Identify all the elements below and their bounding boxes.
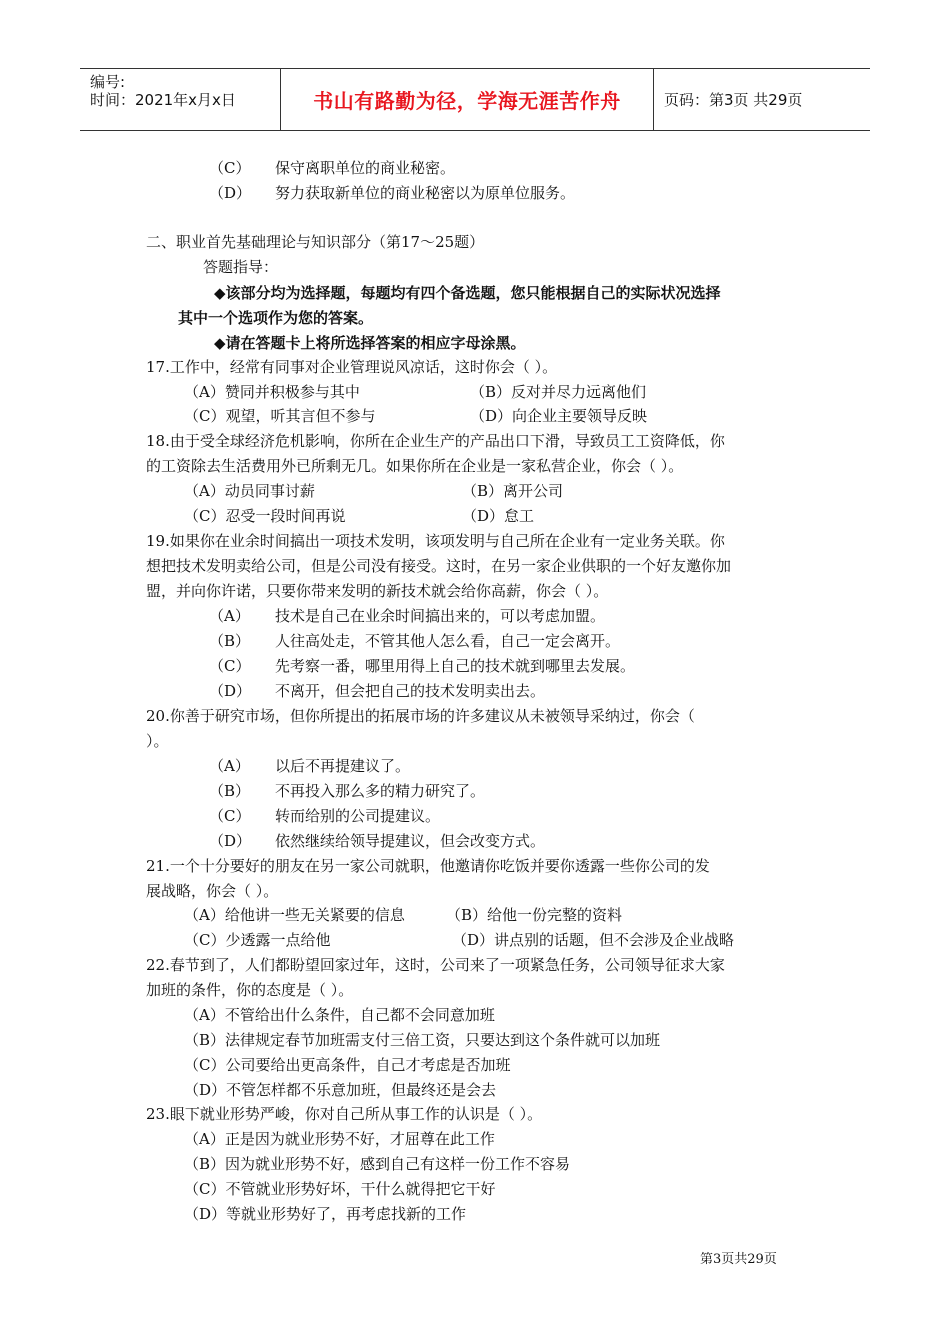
option-text: （C）观望，听其言但不参与 xyxy=(184,407,376,425)
option-text: （D）怠工 xyxy=(462,507,535,525)
page-label: 页码：第3页 共29页 xyxy=(664,91,803,109)
option-label: （D） xyxy=(209,832,252,850)
option-line: （C）公司要给出更高条件，自己才考虑是否加班 xyxy=(184,1056,511,1074)
option-text: 人往高处走，不管其他人怎么看，自己一定会离开。 xyxy=(275,632,621,650)
option-text: （C）少透露一点给他 xyxy=(184,931,331,949)
number-label: 编号: xyxy=(90,73,126,91)
option-line: （B）法律规定春节加班需支付三倍工资，只要达到这个条件就可以加班 xyxy=(184,1031,661,1049)
option-line: （A）正是因为就业形势不好，才屈尊在此工作 xyxy=(184,1130,495,1148)
option-label: （C） xyxy=(209,159,251,177)
question-text: 加班的条件，你的态度是（ ）。 xyxy=(146,981,354,999)
option-text: （C）忍受一段时间再说 xyxy=(184,507,346,525)
option-pair xyxy=(184,382,647,402)
option-label: （B） xyxy=(209,782,251,800)
question-text: 23.眼下就业形势严峻，你对自己所从事工作的认识是（ ）。 xyxy=(146,1105,543,1123)
option-line xyxy=(209,681,545,701)
section-heading: 二、职业首先基础理论与知识部分（第17～25题） xyxy=(146,233,485,251)
header-left-cell xyxy=(80,69,281,130)
option-label: （A） xyxy=(209,757,250,775)
option-text: （A）赞同并积极参与其中 xyxy=(184,383,360,401)
time-label: 时间：2021年x月x日 xyxy=(90,91,236,109)
option-text: （D）讲点别的话题，但不会涉及企业战略 xyxy=(452,931,735,949)
option-text: 努力获取新单位的商业秘密以为原单位服务。 xyxy=(275,184,576,202)
motto: 书山有路勤为径，学海无涯苦作舟 xyxy=(313,89,621,113)
option-line: （D）不管怎样都不乐意加班，但最终还是会去 xyxy=(184,1081,497,1099)
question-text: 盟，并向你许诺，只要你带来发明的新技术就会给你高薪，你会（ ）。 xyxy=(146,582,609,600)
option-text: 先考察一番，哪里用得上自己的技术就到哪里去发展。 xyxy=(275,657,636,675)
instruction-line: 其中一个选项作为您的答案。 xyxy=(178,309,374,327)
option-label: （D） xyxy=(209,184,252,202)
option-text: 保守离职单位的商业秘密。 xyxy=(275,159,456,177)
option-line xyxy=(209,656,635,676)
option-text: （A）给他讲一些无关紧要的信息 xyxy=(184,906,405,924)
option-pair xyxy=(184,930,735,950)
question-text: 展战略，你会（ ）。 xyxy=(146,882,279,900)
option-line: （A）不管给出什么条件，自己都不会同意加班 xyxy=(184,1006,495,1024)
option-pair xyxy=(184,905,623,925)
question-text: 21.一个十分要好的朋友在另一家公司就职，他邀请你吃饭并要你透露一些你公司的发 xyxy=(146,857,710,875)
header-right-cell xyxy=(654,69,870,130)
question-text: 17.工作中，经常有同事对企业管理说风凉话，这时你会（ ）。 xyxy=(146,358,558,376)
option-pair xyxy=(184,481,564,501)
option-text: （B）给他一份完整的资料 xyxy=(446,906,623,924)
option-text: （B）反对并尽力远离他们 xyxy=(470,383,647,401)
question-text: 22.春节到了，人们都盼望回家过年，这时，公司来了一项紧急任务，公司领导征求大家 xyxy=(146,956,725,974)
option-pair xyxy=(184,506,535,526)
instruction-line: ◆该部分均为选择题，每题均有四个备选题，您只能根据自己的实际状况选择 xyxy=(214,284,721,302)
option-text: 不再投入那么多的精力研究了。 xyxy=(275,782,486,800)
question-text: 的工资除去生活费用外已所剩无几。如果你所在企业是一家私营企业，你会（ ）。 xyxy=(146,457,684,475)
option-text: 不离开，但会把自己的技术发明卖出去。 xyxy=(275,682,546,700)
question-text: ）。 xyxy=(146,732,169,750)
option-label: （C） xyxy=(209,807,251,825)
option-label: （A） xyxy=(209,607,250,625)
question-text: 19.如果你在业余时间搞出一项技术发明，该项发明与自己所在企业有一定业务关联。你 xyxy=(146,532,725,550)
option-text: 依然继续给领导提建议，但会改变方式。 xyxy=(275,832,546,850)
option-line xyxy=(209,183,575,203)
option-line xyxy=(209,756,410,776)
option-text: （A）动员同事讨薪 xyxy=(184,482,315,500)
option-line xyxy=(209,806,440,826)
option-line: （C）不管就业形势好坏，干什么就得把它干好 xyxy=(184,1180,496,1198)
option-line: （D）等就业形势好了，再考虑找新的工作 xyxy=(184,1205,467,1223)
option-line xyxy=(209,631,620,651)
header-middle-cell xyxy=(281,69,654,130)
option-line xyxy=(209,606,605,626)
question-text: 20.你善于研究市场，但你所提出的拓展市场的许多建议从未被领导采纳过，你会（ xyxy=(146,707,695,725)
option-text: （D）向企业主要领导反映 xyxy=(470,407,648,425)
question-text: 18.由于受全球经济危机影响，你所在企业生产的产品出口下滑，导致员工工资降低，你 xyxy=(146,432,725,450)
option-text: 技术是自己在业余时间搞出来的，可以考虑加盟。 xyxy=(275,607,606,625)
option-label: （C） xyxy=(209,657,251,675)
page-footer: 第3页共29页 xyxy=(700,1252,777,1267)
option-line xyxy=(209,831,545,851)
instruction-heading: 答题指导： xyxy=(203,258,279,276)
option-label: （B） xyxy=(209,632,251,650)
option-text: 以后不再提建议了。 xyxy=(275,757,411,775)
option-line xyxy=(209,158,455,178)
instruction-line: ◆请在答题卡上将所选择答案的相应字母涂黑。 xyxy=(214,334,526,352)
option-line: （B）因为就业形势不好，感到自己有这样一份工作不容易 xyxy=(184,1155,571,1173)
option-line xyxy=(209,781,485,801)
question-text: 想把技术发明卖给公司，但是公司没有接受。这时，在另一家企业供职的一个好友邀你加 xyxy=(146,557,732,575)
option-text: 转而给别的公司提建议。 xyxy=(275,807,441,825)
option-pair xyxy=(184,406,648,426)
option-text: （B）离开公司 xyxy=(462,482,564,500)
header-table xyxy=(80,68,870,131)
option-label: （D） xyxy=(209,682,252,700)
